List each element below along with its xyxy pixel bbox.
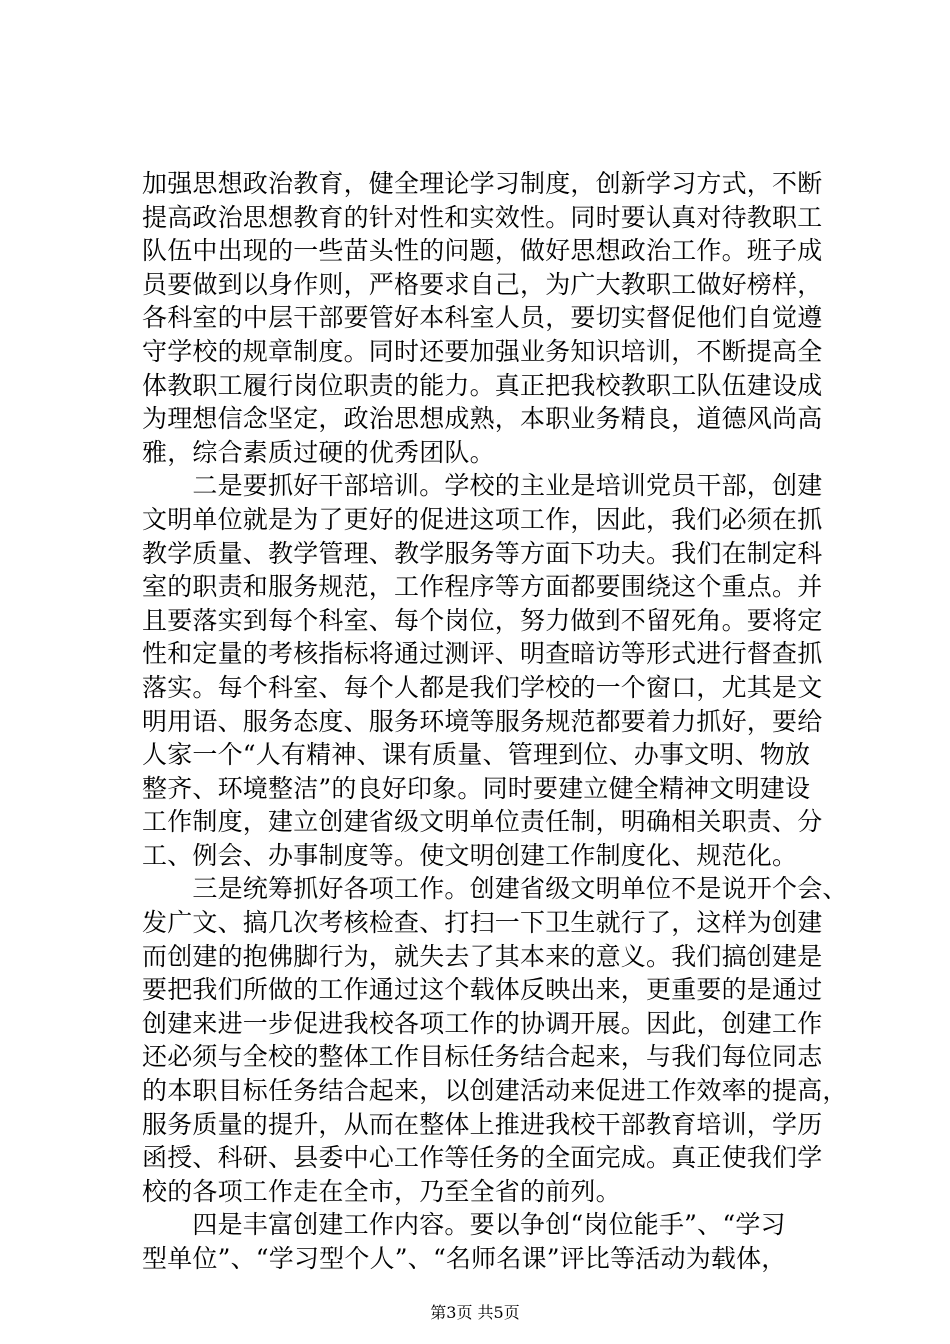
text-line: 室的职责和服务规范，工作程序等方面都要围绕这个重点。并 [142, 572, 823, 602]
text-line: 校的各项工作走在全市，乃至全省的前列。 [142, 1176, 621, 1206]
text-line: 教学质量、教学管理、教学服务等方面下功夫。我们在制定科 [142, 538, 823, 568]
text-line: 提高政治思想教育的针对性和实效性。同时要认真对待教职工 [142, 202, 823, 232]
text-line: 工作制度，建立创建省级文明单位责任制，明确相关职责、分 [142, 807, 823, 837]
text-line: 四是丰富创建工作内容。要以争创“岗位能手”、“学习 [142, 1210, 786, 1240]
text-line: 二是要抓好干部培训。学校的主业是培训党员干部，创建 [142, 471, 823, 501]
text-line: 函授、科研、县委中心工作等任务的全面完成。真正使我们学 [142, 1143, 823, 1173]
text-line: 明用语、服务态度、服务环境等服务规范都要着力抓好，要给 [142, 706, 823, 736]
text-line: 而创建的抱佛脚行为，就失去了其本来的意义。我们搞创建是 [142, 941, 823, 971]
text-line: 雅，综合素质过硬的优秀团队。 [142, 437, 495, 467]
text-line: 各科室的中层干部要管好本科室人员，要切实督促他们自觉遵 [142, 303, 823, 333]
text-line: 工、例会、办事制度等。使文明创建工作制度化、规范化。 [142, 840, 798, 870]
text-line: 队伍中出现的一些苗头性的问题，做好思想政治工作。班子成 [142, 236, 823, 266]
text-line: 的本职目标任务结合起来，以创建活动来促进工作效率的提高， [142, 1076, 848, 1106]
text-line: 服务质量的提升，从而在整体上推进我校干部教育培训，学历 [142, 1109, 823, 1139]
text-line: 为理想信念坚定，政治思想成熟，本职业务精良，道德风尚高 [142, 404, 823, 434]
text-line: 员要做到以身作则，严格要求自己，为广大教职工做好榜样， [142, 269, 823, 299]
text-line: 加强思想政治教育，健全理论学习制度，创新学习方式，不断 [142, 169, 823, 198]
text-line: 创建来进一步促进我校各项工作的协调开展。因此，创建工作 [142, 1008, 823, 1038]
text-line: 守学校的规章制度。同时还要加强业务知识培训，不断提高全 [142, 336, 823, 366]
text-line: 还必须与全校的整体工作目标任务结合起来，与我们每位同志 [142, 1042, 823, 1072]
text-line: 要把我们所做的工作通过这个载体反映出来，更重要的是通过 [142, 975, 823, 1005]
text-line: 且要落实到每个科室、每个岗位，努力做到不留死角。要将定 [142, 605, 823, 635]
body-text [142, 167, 848, 1276]
text-line: 性和定量的考核指标将通过测评、明查暗访等形式进行督查抓 [142, 639, 823, 669]
text-line: 文明单位就是为了更好的促进这项工作，因此，我们必须在抓 [142, 504, 823, 534]
text-line: 落实。每个科室、每个人都是我们学校的一个窗口，尤其是文 [142, 672, 823, 702]
page-number: 第3页 共5页 [430, 1303, 520, 1322]
text-line: 人家一个“人有精神、课有质量、管理到位、办事文明、物放 [142, 740, 811, 770]
text-line: 整齐、环境整洁”的良好印象。同时要建立健全精神文明建设 [142, 773, 811, 803]
text-line: 型单位”、“学习型个人”、“名师名课”评比等活动为载体， [142, 1244, 787, 1273]
text-line: 三是统筹抓好各项工作。创建省级文明单位不是说开个会、 [142, 874, 848, 904]
text-line: 体教职工履行岗位职责的能力。真正把我校教职工队伍建设成 [142, 370, 823, 400]
text-line: 发广文、搞几次考核检查、打扫一下卫生就行了，这样为创建 [142, 908, 823, 938]
